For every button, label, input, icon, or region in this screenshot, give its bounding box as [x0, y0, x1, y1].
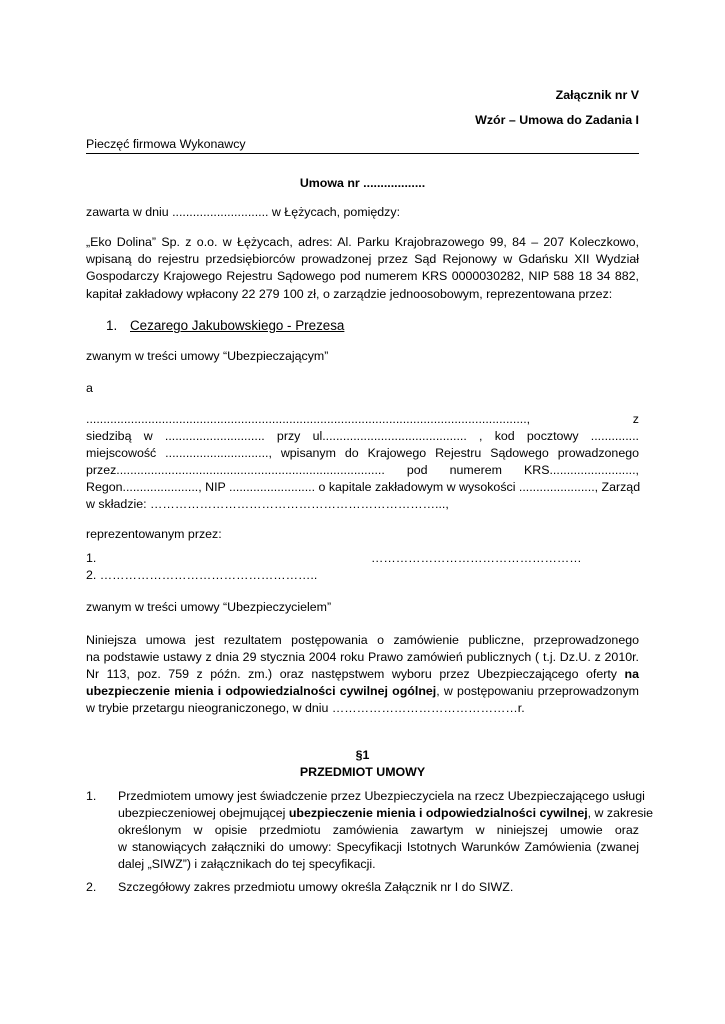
list-item-number: 2.: [86, 880, 97, 894]
template-title: Wzór – Umowa do Zadania I: [475, 113, 639, 127]
list-item-line: Przedmiotem umowy jest świadczenie przez Ubezpieczyciela na rzecz Ubezpieczającego usługi: [118, 789, 645, 803]
party1-line: kapitał zakładowy wpłacony 22 279 100 zł, o zarządzie jednoosobowym, reprezentowana przez:: [86, 287, 613, 301]
company-stamp-label: Pieczęć firmowa Wykonawcy: [86, 137, 246, 151]
rep2-line: 2. ……………………………………………..: [86, 568, 318, 582]
list-item-line: określonym w opisie przedmiotu zamówienia zawartym w niniejszej umowie oraz: [118, 823, 639, 837]
rep2-number: 1.: [86, 551, 97, 565]
party2-line: ................................................................................................................................, z: [86, 412, 639, 426]
party2-line: Regon......................, NIP ......................... o kapitale zakładowym w wysokości ......................, Zarząd: [86, 480, 641, 494]
list-item-number: 1.: [86, 789, 97, 803]
party1-line: wpisaną do rejestru przedsiębiorców prowadzonej przez Sąd Rejonowy w Gdańsku XII Wydział: [86, 252, 639, 266]
contract-concluded: zawarta w dniu ............................ w Łężycach, pomiędzy:: [86, 205, 401, 219]
party1-line: Gospodarczy Krajowego Rejestru Sądowego pod numerem KRS 0000030282, NIP 588 18 34 882,: [86, 269, 639, 283]
intro-line: Nr 113, poz. 759 z późn. zm.) oraz następstwem wyboru przez Ubezpieczającego oferty na: [86, 667, 639, 681]
intro-line: ubezpieczenie mienia i odpowiedzialności cywilnej ogólnej, w postępowaniu przeprowadzonym: [86, 684, 639, 698]
intro-line: Niniejsza umowa jest rezultatem postępowania o zamówienie publiczne, przeprowadzonego: [86, 633, 639, 647]
attachment-label: Załącznik nr V: [555, 88, 639, 102]
rep1-number: 1.: [106, 318, 118, 333]
party2-line: siedzibą w ............................. przy ul.......................................... , kod pocztowy ..............: [86, 429, 639, 443]
party1-line: „Eko Dolina” Sp. z o.o. w Łężycach, adres: Al. Parku Krajobrazowego 99, 84 – 207 Koleczkowo,: [86, 235, 639, 249]
insured-term: zwanym w treści umowy “Ubezpieczającym”: [86, 349, 329, 363]
represented-by-label: reprezentowanym przez:: [86, 527, 222, 541]
list-item-line: w stanowiących załączniki do umowy: Specyfikacji Istotnych Warunków Zamówienia (zwanej: [118, 840, 639, 854]
party2-line: miejscowość .............................., wpisanym do Krajowego Rejestru Sądowego prowadzonego: [86, 446, 639, 460]
section-number: §1: [355, 748, 370, 762]
list-item-line: dalej „SIWZ”) i załącznikach do tej specyfikacji.: [118, 857, 376, 871]
conjunction: a: [86, 381, 93, 395]
rep1-name: Cezarego Jakubowskiego - Prezesa: [130, 318, 345, 333]
list-item-line: Szczegółowy zakres przedmiotu umowy określa Załącznik nr I do SIWZ.: [118, 880, 514, 894]
insurer-term: zwanym w treści umowy “Ubezpieczycielem”: [86, 600, 332, 614]
party2-line: przez.............................................................................. pod numerem KRS.........................,: [86, 463, 639, 477]
intro-line: na podstawie ustawy z dnia 29 stycznia 2004 roku Prawo zamówień publicznych ( t.j. Dz.U. z 2010r.: [86, 650, 639, 664]
rep2-signature-line: ……………………………………………: [371, 551, 582, 565]
party2-line: w składzie: ……………………………………………………………...,: [86, 497, 449, 511]
list-item-line: ubezpieczeniowej obejmującej ubezpieczenie mienia i odpowiedzialności cywilnej, w zakresie: [118, 806, 654, 820]
header-divider: [86, 153, 639, 154]
contract-title: Umowa nr ..................: [299, 176, 426, 190]
section-title: PRZEDMIOT UMOWY: [299, 765, 426, 779]
intro-line: w trybie przetargu nieograniczonego, w dniu ………………………………………r.: [86, 701, 525, 715]
